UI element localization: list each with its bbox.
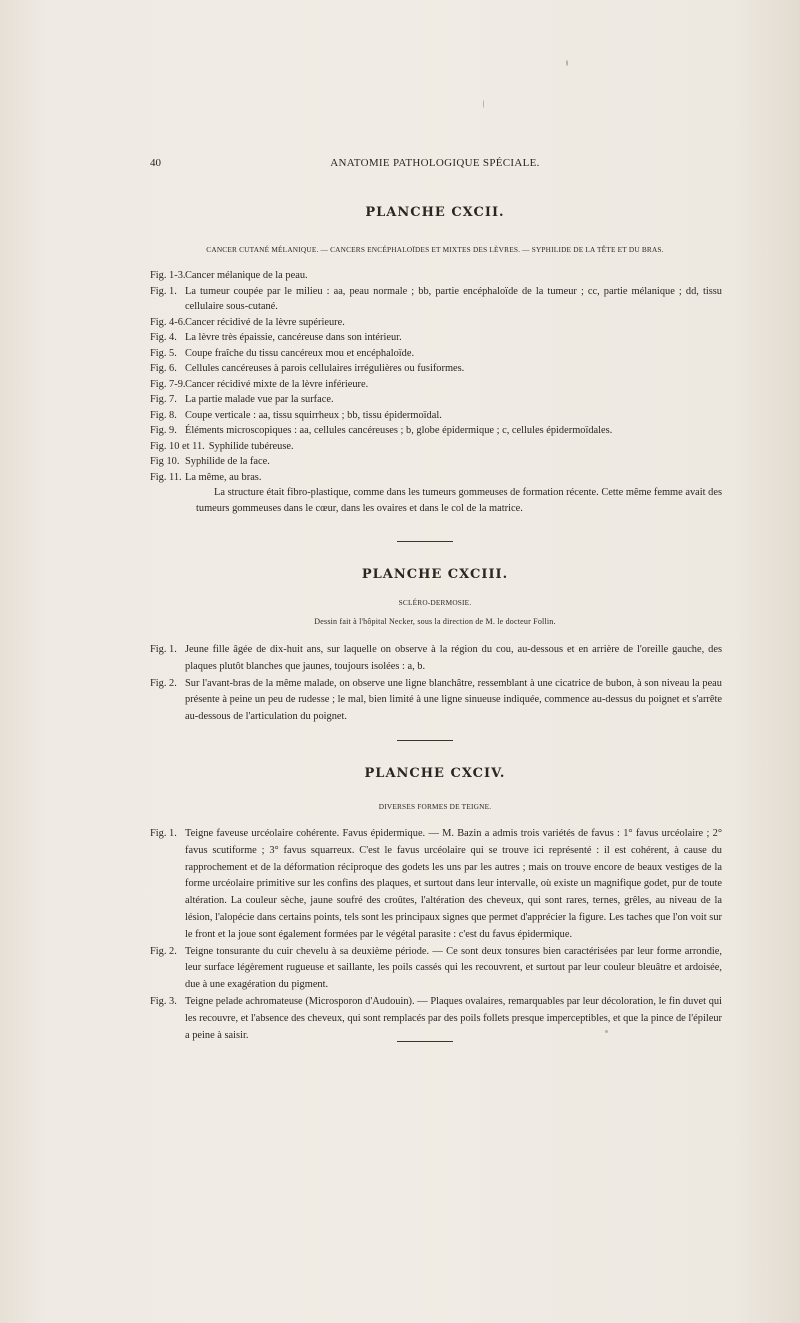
figure-description: Cancer récidivé mixte de la lèvre inférieure.: [185, 378, 369, 390]
plate-title-cxciv: PLANCHE CXCIV.: [364, 766, 506, 781]
plate-credit-cxciii: Dessin fait à l'hôpital Necker, sous la direction de M. le docteur Follin.: [314, 617, 556, 626]
figure-entry: [150, 994, 722, 1044]
figure-description: Éléments microscopiques : aa, cellules cancéreuses ; b, globe épidermique ; c, cellules épidermoïdales.: [185, 425, 613, 436]
figure-description: La même, au bras.: [185, 471, 262, 483]
figure-entry: [150, 676, 722, 726]
figure-entry: [150, 826, 722, 944]
figure-description: La partie malade vue par la surface.: [185, 394, 334, 405]
plate-title-cxcii: PLANCHE CXCII.: [365, 205, 505, 220]
figure-label: Fig. 10 et 11.: [150, 440, 205, 452]
plate-subtitle-cxciv: DIVERSES FORMES DE TEIGNE.: [378, 802, 492, 811]
figure-list-cxciv: [150, 826, 722, 1044]
figure-label: Fig. 1.: [150, 828, 177, 839]
plate-subtitle-cxciii: SCLÉRO-DERMOSIE.: [398, 598, 472, 607]
figure-description: Jeune fille âgée de dix-huit ans, sur laquelle on observe à la région du cou, au-dessous et en arrière de l'oreille gauche, des plaques plutôt blanches que jaunes, toujours isolées : a, b.: [185, 644, 722, 672]
figure-entry: [150, 392, 722, 408]
figure-list-cxciii: [150, 642, 722, 726]
figure-entry: [150, 642, 722, 676]
figure-note-row: [150, 485, 722, 516]
figure-description: La tumeur coupée par le milieu : aa, peau normale ; bb, partie encéphaloïde de la tumeur ; cc, partie mélanique ; dd, tissu cellulaire sous-cutané.: [185, 285, 722, 312]
paper-speck: [483, 100, 484, 108]
figure-label: Fig. 2.: [150, 677, 177, 689]
figure-entry: [150, 377, 722, 393]
figure-label: Fig. 9.: [150, 425, 177, 436]
figure-entry: [150, 470, 722, 486]
figure-label: Fig. 1.: [150, 285, 177, 297]
paper-speck: [566, 60, 568, 66]
figure-note: La structure était fibro-plastique, comme dans les tumeurs gommeuses de formation récente. Cette même femme avait des tumeurs gommeuses dans le cœur, dans les ovaires et dans le col de la matrice.: [196, 487, 722, 514]
figure-entry: [150, 330, 722, 346]
figure-entry: [150, 439, 722, 455]
figure-description: Cancer récidivé de la lèvre supérieure.: [185, 316, 345, 328]
figure-label: Fig. 8.: [150, 409, 177, 421]
figure-label: Fig. 2.: [150, 945, 177, 957]
figure-entry: [150, 454, 722, 470]
figure-entry: [150, 408, 722, 424]
figure-description: Syphilide tubéreuse.: [208, 440, 294, 452]
figure-description: La lèvre très épaissie, cancéreuse dans son intérieur.: [185, 332, 402, 343]
figure-label: Fig. 11.: [150, 471, 182, 483]
page-number: 40: [150, 157, 161, 169]
figure-description: Teigne pelade achromateuse (Microsporon d'Audouin). — Plaques ovalaires, remarquables par leur décoloration, le fin duvet qui les recouvre, et l'absence des cheveux, qui sont remplacés par des poils follets presque imperceptibles, et que la pince de l'épileur a peine à saisir.: [185, 995, 722, 1041]
figure-entry: [150, 315, 722, 331]
page-header: ANATOMIE PATHOLOGIQUE SPÉCIALE.: [330, 157, 540, 169]
figure-entry: [150, 423, 722, 439]
paper-speck: [605, 1030, 608, 1033]
figure-label: Fig. 6.: [150, 363, 177, 374]
figure-label: Fig. 7.: [150, 394, 177, 405]
figure-entry: [150, 268, 722, 284]
figure-entry: [150, 284, 722, 315]
figure-description: Coupe verticale : aa, tissu squirrheux ; bb, tissu épidermoïdal.: [185, 409, 442, 421]
figure-description: Sur l'avant-bras de la même malade, on observe une ligne blanchâtre, ressemblant à une cicatrice de bubon, à son niveau la peau présente à peine un peu de rudesse ; le mal, bien limité à une ligne sinueuse indiquée, commence au-dessus du poignet et s'arrête au-dessous de l'articulation du poignet.: [185, 677, 722, 723]
section-divider: [397, 1041, 453, 1042]
figure-label: Fig. 1.: [150, 644, 177, 655]
figure-description: Teigne faveuse urcéolaire cohérente. Favus épidermique. — M. Bazin a admis trois variétés de favus : 1° favus urcéolaire ; 2° favus scutiforme ; 3° favus squarreux. C'est le favus urcéolaire qui se trouve ici représenté : il est cohérent, à cause du rapprochement et de la déformation réciproque des godets les uns par les autres ; mais on trouve encore de beaux vestiges de la forme urcéolaire primitive sur les confins des plaques, et surtout dans leur intervalle, où existe un magnifique godet, pur de toute altération. La couleur sèche, jaune soufré des croûtes, l'altération des cheveux, qui sont rares, ternes, grêles, au niveau de la lésion, l'alopécie dans certains points, tels sont les principaux signes que permet d'apprécier la figure. Les taches que l'on voit sur le front et la joue sont également formées par le végétal parasite : c'est du favus épidermique.: [185, 828, 722, 940]
figure-label: Fig. 7-9.: [150, 378, 186, 390]
figure-label: Fig 10.: [150, 456, 180, 467]
figure-label: Fig. 4.: [150, 332, 177, 343]
figure-label: Fig. 1-3.: [150, 270, 186, 281]
figure-description: Coupe fraîche du tissu cancéreux mou et encéphaloïde.: [185, 347, 415, 359]
section-divider: [397, 740, 453, 741]
figure-entry: [150, 944, 722, 994]
figure-description: Cancer mélanique de la peau.: [185, 270, 308, 281]
figure-description: Teigne tonsurante du cuir chevelu à sa deuxième période. — Ce sont deux tonsures bien caractérisées par leur forme arrondie, leur surface légèrement rugueuse et saillante, les poils cassés qui les recouvrent, et surtout par leur couleur bleuâtre et ardoisée, due à une exagération du pigment.: [185, 945, 722, 991]
running-head: [150, 157, 720, 173]
figure-description: Syphilide de la face.: [185, 456, 270, 467]
figure-label: Fig. 5.: [150, 347, 177, 359]
section-divider: [397, 541, 453, 542]
figure-list-cxcii: [150, 268, 722, 516]
figure-label: Fig. 3.: [150, 995, 177, 1007]
figure-entry: [150, 346, 722, 362]
figure-label: Fig. 4-6.: [150, 316, 186, 328]
figure-description: Cellules cancéreuses à parois cellulaires irrégulières ou fusiformes.: [185, 363, 465, 374]
plate-subtitle-cxcii: CANCER CUTANÉ MÉLANIQUE. — CANCERS ENCÉPHALOÏDES ET MIXTES DES LÈVRES. — SYPHILIDE DE LA TÊTE ET DU BRAS.: [206, 245, 664, 254]
plate-title-cxciii: PLANCHE CXCIII.: [361, 567, 509, 582]
figure-entry: [150, 361, 722, 377]
